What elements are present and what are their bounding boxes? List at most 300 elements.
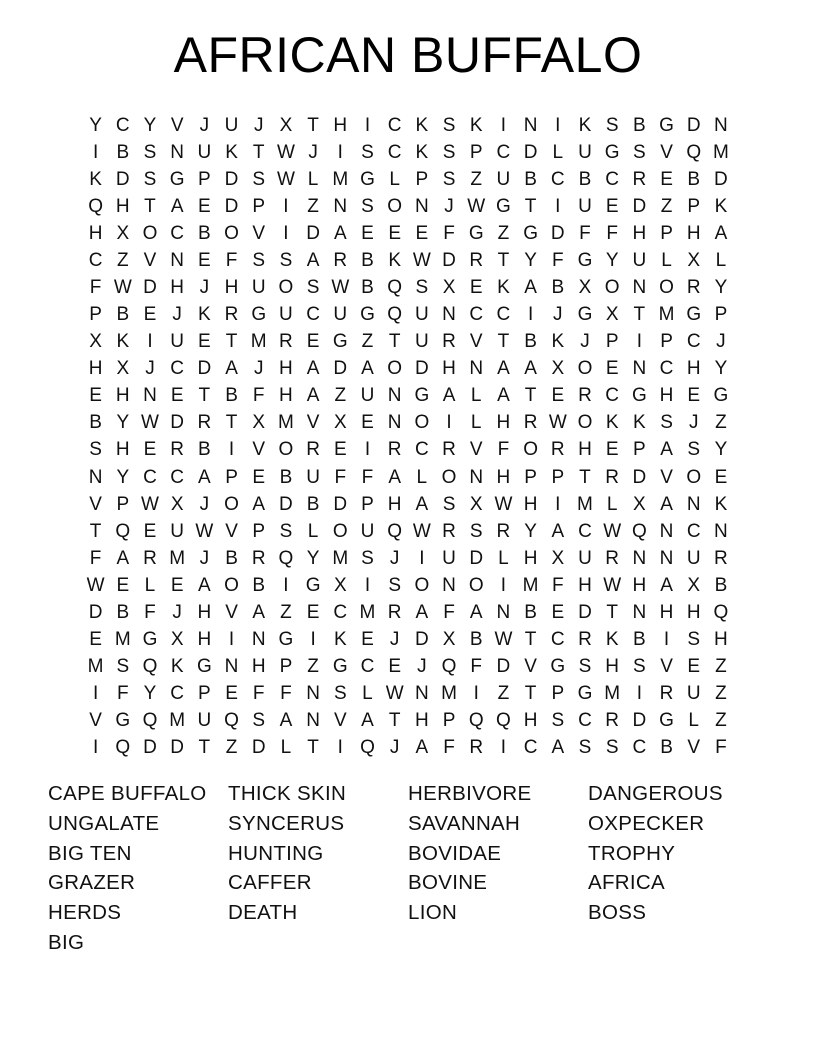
- grid-letter: E: [714, 466, 728, 488]
- grid-letter: Y: [714, 277, 728, 298]
- grid-letter: S: [388, 574, 401, 596]
- grid-letter: R: [306, 439, 320, 461]
- grid-letter: T: [524, 629, 537, 651]
- grid-letter: N: [414, 683, 429, 705]
- grid-letter: D: [578, 601, 592, 623]
- grid-letter: M: [604, 683, 621, 705]
- grid-letter: D: [88, 601, 103, 623]
- grid-letter: B: [225, 547, 238, 569]
- grid-letter: R: [469, 249, 484, 271]
- grid-letter: I: [364, 439, 371, 461]
- grid-letter: M: [169, 547, 186, 569]
- grid-letter: A: [306, 385, 320, 407]
- grid-letter: G: [169, 168, 185, 190]
- grid-letter: S: [687, 629, 701, 651]
- grid-letter: F: [470, 656, 483, 678]
- grid-letter: D: [550, 222, 565, 244]
- grid-letter: E: [687, 385, 701, 407]
- grid-letter: K: [415, 141, 429, 163]
- grid-letter: I: [555, 493, 561, 515]
- grid-letter: V: [660, 466, 673, 488]
- grid-letter: O: [387, 195, 403, 217]
- grid-letter: Y: [143, 683, 157, 705]
- grid-letter: A: [551, 520, 565, 542]
- grid-letter: N: [632, 277, 647, 298]
- grid-letter: O: [224, 493, 239, 515]
- grid-letter: S: [442, 114, 456, 136]
- grid-letter: S: [605, 114, 619, 136]
- word-list-item: HERDS: [48, 901, 122, 925]
- grid-letter: H: [632, 574, 647, 596]
- grid-letter: N: [306, 683, 320, 705]
- grid-letter: R: [442, 331, 456, 353]
- grid-letter: C: [333, 601, 348, 623]
- word-list: [48, 779, 768, 958]
- grid-letter: W: [276, 168, 295, 190]
- grid-letter: X: [578, 277, 592, 298]
- grid-letter: W: [331, 277, 350, 298]
- word-list-item: CAFFER: [228, 871, 312, 895]
- grid-letter: N: [523, 114, 538, 136]
- grid-letter: N: [88, 466, 103, 488]
- grid-letter: E: [361, 222, 374, 244]
- grid-letter: T: [388, 331, 401, 353]
- grid-letter: T: [524, 385, 537, 407]
- grid-letter: C: [578, 710, 592, 732]
- grid-letter: P: [687, 195, 701, 217]
- grid-letter: L: [661, 249, 672, 271]
- grid-letter: G: [305, 574, 321, 596]
- grid-letter: L: [307, 168, 319, 190]
- grid-letter: X: [633, 493, 646, 515]
- grid-letter: F: [89, 277, 102, 298]
- grid-letter: F: [225, 249, 238, 271]
- grid-letter: E: [660, 168, 673, 190]
- grid-letter: D: [224, 195, 239, 217]
- grid-letter: N: [469, 466, 484, 488]
- grid-letter: R: [605, 466, 620, 488]
- grid-letter: E: [143, 520, 157, 542]
- grid-letter: C: [414, 439, 429, 461]
- grid-letter: G: [142, 629, 158, 651]
- grid-letter: N: [224, 656, 239, 678]
- grid-letter: S: [306, 277, 320, 298]
- grid-letter: M: [169, 710, 186, 732]
- grid-letter: P: [89, 304, 102, 326]
- grid-letter: Y: [714, 358, 728, 380]
- word-list-item: AFRICA: [588, 871, 665, 895]
- grid-letter: F: [551, 574, 564, 596]
- grid-letter: L: [362, 683, 373, 705]
- grid-letter: H: [88, 358, 103, 380]
- word-list-item: CAPE BUFFALO: [48, 782, 207, 805]
- word-list-item: DANGEROUS: [588, 782, 723, 805]
- grid-letter: H: [170, 277, 185, 298]
- grid-letter: M: [277, 412, 294, 434]
- grid-letter: X: [89, 331, 102, 353]
- word-list-column: [48, 779, 228, 958]
- grid-letter: M: [250, 331, 267, 353]
- grid-letter: B: [252, 574, 266, 596]
- grid-letter: L: [416, 466, 428, 488]
- grid-letter: E: [198, 249, 211, 271]
- grid-letter: R: [686, 277, 701, 298]
- grid-letter: G: [278, 629, 294, 651]
- grid-letter: S: [660, 412, 673, 434]
- grid-letter: R: [224, 304, 239, 326]
- grid-letter: G: [414, 385, 430, 407]
- grid-letter: L: [307, 520, 319, 542]
- grid-letter: G: [251, 304, 267, 326]
- grid-letter: B: [279, 466, 293, 488]
- grid-letter: T: [198, 737, 211, 759]
- grid-letter: O: [468, 574, 484, 596]
- grid-letter: H: [686, 358, 701, 380]
- grid-letter: L: [552, 141, 564, 163]
- grid-letter: L: [715, 249, 727, 271]
- grid-letter: H: [686, 222, 701, 244]
- grid-letter: U: [442, 547, 456, 569]
- grid-letter: E: [605, 358, 619, 380]
- grid-letter: G: [332, 656, 348, 678]
- grid-letter: J: [389, 737, 400, 759]
- grid-letter: J: [444, 195, 454, 217]
- grid-letter: T: [198, 385, 211, 407]
- grid-letter: C: [550, 629, 565, 651]
- word-list-item: TROPHY: [588, 841, 676, 865]
- grid-letter: X: [442, 277, 456, 298]
- word-list-item: SYNCERUS: [228, 811, 345, 835]
- grid-letter: H: [578, 439, 592, 461]
- word-list-item: SAVANNAH: [408, 811, 521, 835]
- grid-letter: H: [387, 493, 402, 515]
- grid-letter: Q: [115, 520, 131, 542]
- grid-letter: G: [577, 304, 593, 326]
- grid-letter: Q: [496, 710, 511, 732]
- grid-letter: P: [660, 331, 673, 353]
- grid-letter: F: [443, 222, 455, 244]
- grid-letter: B: [469, 629, 483, 651]
- grid-letter: V: [225, 520, 238, 542]
- grid-letter: X: [687, 574, 701, 596]
- grid-letter: D: [632, 195, 647, 217]
- grid-letter: V: [660, 141, 673, 163]
- grid-letter: H: [279, 358, 293, 380]
- grid-letter: H: [523, 493, 538, 515]
- grid-letter: J: [389, 629, 400, 651]
- grid-letter: O: [577, 412, 593, 434]
- grid-letter: E: [333, 439, 347, 461]
- grid-letter: F: [89, 547, 102, 569]
- grid-letter: R: [550, 439, 565, 461]
- grid-letter: R: [496, 520, 511, 542]
- grid-letter: X: [605, 304, 619, 326]
- grid-letter: G: [468, 222, 484, 244]
- grid-letter: R: [605, 710, 620, 732]
- grid-letter: L: [470, 412, 482, 434]
- grid-letter: E: [388, 222, 401, 244]
- grid-letter: T: [225, 412, 238, 434]
- grid-letter: U: [333, 304, 348, 326]
- grid-letter: B: [116, 304, 130, 326]
- grid-letter: Z: [715, 710, 727, 732]
- grid-letter: B: [116, 601, 130, 623]
- grid-letter: U: [170, 331, 185, 353]
- word-list-column: [408, 779, 588, 958]
- grid-letter: F: [715, 737, 727, 759]
- grid-letter: D: [632, 710, 647, 732]
- grid-letter: E: [225, 683, 238, 705]
- grid-letter: E: [143, 439, 157, 461]
- grid-letter: I: [283, 195, 289, 217]
- grid-letter: B: [89, 412, 102, 434]
- grid-letter: W: [141, 493, 159, 515]
- grid-letter: I: [228, 439, 235, 461]
- grid-letter: V: [143, 249, 157, 271]
- grid-letter: U: [414, 331, 429, 353]
- grid-letter: P: [605, 331, 619, 353]
- grid-letter: U: [578, 547, 592, 569]
- grid-letter: H: [197, 601, 212, 623]
- grid-letter: A: [198, 466, 211, 488]
- word-list-item: LION: [408, 901, 458, 925]
- grid-letter: A: [388, 466, 401, 488]
- grid-letter: W: [494, 629, 513, 651]
- grid-letter: S: [333, 683, 347, 705]
- grid-letter: I: [473, 683, 479, 705]
- grid-letter: I: [419, 547, 425, 569]
- grid-letter: P: [551, 466, 565, 488]
- word-list-item: BOSS: [588, 901, 647, 925]
- grid-letter: F: [606, 222, 618, 244]
- grid-letter: I: [364, 114, 371, 136]
- grid-letter: R: [578, 385, 592, 407]
- grid-letter: E: [551, 385, 565, 407]
- grid-letter: C: [115, 114, 130, 136]
- grid-letter: C: [686, 331, 701, 353]
- grid-letter: L: [144, 574, 156, 596]
- grid-letter: E: [361, 412, 374, 434]
- grid-letter: R: [387, 439, 402, 461]
- grid-letter: M: [577, 493, 593, 515]
- grid-letter: Q: [468, 710, 484, 732]
- grid-letter: L: [389, 168, 400, 190]
- grid-letter: A: [116, 547, 130, 569]
- grid-letter: T: [307, 114, 319, 136]
- grid-letter: D: [414, 629, 429, 651]
- grid-letter: W: [548, 412, 567, 434]
- grid-letter: R: [632, 168, 647, 190]
- grid-letter: E: [415, 222, 429, 244]
- grid-letter: C: [387, 114, 402, 136]
- grid-letter: Z: [361, 331, 374, 353]
- grid-letter: A: [361, 358, 374, 380]
- grid-letter: F: [334, 466, 347, 488]
- grid-letter: S: [361, 195, 374, 217]
- grid-letter: N: [632, 601, 647, 623]
- word-list-item: BOVINE: [408, 871, 488, 895]
- grid-letter: A: [415, 737, 429, 759]
- grid-letter: Q: [88, 195, 103, 217]
- grid-letter: X: [252, 412, 266, 434]
- grid-letter: T: [225, 331, 238, 353]
- grid-letter: S: [551, 710, 565, 732]
- grid-letter: S: [442, 141, 456, 163]
- grid-letter: C: [88, 249, 103, 271]
- grid-letter: S: [116, 656, 130, 678]
- grid-letter: P: [714, 304, 728, 326]
- grid-letter: J: [580, 331, 590, 353]
- grid-letter: O: [686, 466, 702, 488]
- grid-letter: K: [333, 629, 347, 651]
- grid-letter: F: [280, 683, 292, 705]
- grid-letter: R: [143, 547, 157, 569]
- grid-letter: Z: [715, 656, 727, 678]
- grid-letter: X: [551, 547, 565, 569]
- grid-letter: X: [442, 629, 456, 651]
- grid-letter: Z: [307, 195, 319, 217]
- grid-letter: H: [523, 547, 538, 569]
- grid-letter: B: [714, 574, 728, 596]
- grid-letter: H: [714, 629, 728, 651]
- grid-letter: Q: [441, 656, 457, 678]
- word-list-item: HERBIVORE: [408, 782, 532, 805]
- grid-letter: D: [714, 168, 728, 190]
- grid-letter: Y: [116, 412, 130, 434]
- grid-letter: U: [224, 114, 239, 136]
- grid-letter: B: [551, 277, 565, 298]
- grid-letter: D: [251, 737, 266, 759]
- grid-letter: J: [199, 114, 210, 136]
- grid-letter: J: [553, 304, 563, 326]
- grid-letter: I: [337, 737, 343, 759]
- grid-letter: R: [659, 683, 674, 705]
- grid-letter: X: [551, 358, 565, 380]
- grid-letter: B: [524, 168, 537, 190]
- grid-letter: D: [224, 168, 239, 190]
- grid-letter: Z: [715, 683, 727, 705]
- grid-letter: V: [252, 439, 266, 461]
- grid-letter: E: [170, 574, 184, 596]
- grid-letter: S: [361, 141, 374, 163]
- grid-letter: F: [551, 249, 564, 271]
- grid-letter: H: [88, 222, 103, 244]
- grid-letter: M: [522, 574, 539, 596]
- grid-letter: D: [414, 358, 429, 380]
- grid-letter: M: [114, 629, 131, 651]
- grid-letter: H: [659, 601, 674, 623]
- grid-letter: D: [523, 141, 538, 163]
- grid-letter: D: [143, 277, 157, 298]
- grid-letter: D: [115, 168, 130, 190]
- grid-letter: R: [523, 412, 538, 434]
- grid-letter: E: [469, 277, 483, 298]
- grid-letter: M: [712, 141, 729, 163]
- grid-letter: P: [442, 710, 456, 732]
- grid-letter: N: [170, 249, 185, 271]
- grid-letter: V: [306, 412, 320, 434]
- grid-letter: W: [113, 277, 132, 298]
- grid-letter: A: [306, 249, 320, 271]
- grid-letter: O: [278, 277, 294, 298]
- grid-letter: I: [500, 574, 507, 596]
- grid-letter: N: [496, 601, 511, 623]
- grid-letter: D: [333, 493, 348, 515]
- grid-letter: S: [361, 547, 374, 569]
- grid-letter: E: [306, 331, 320, 353]
- grid-letter: K: [415, 114, 429, 136]
- grid-letter: T: [633, 304, 646, 326]
- grid-letter: Q: [224, 710, 239, 732]
- grid-letter: N: [387, 385, 402, 407]
- grid-letter: I: [283, 222, 289, 244]
- grid-letter: B: [633, 114, 646, 136]
- grid-letter: K: [116, 331, 130, 353]
- grid-letter: C: [360, 656, 375, 678]
- grid-letter: B: [524, 331, 537, 353]
- grid-letter: E: [170, 385, 184, 407]
- grid-letter: J: [253, 358, 264, 380]
- grid-letter: Z: [497, 222, 510, 244]
- grid-letter: C: [170, 683, 185, 705]
- grid-letter: E: [89, 629, 102, 651]
- grid-letter: N: [414, 195, 429, 217]
- grid-letter: A: [279, 710, 293, 732]
- grid-letter: D: [469, 547, 484, 569]
- grid-letter: K: [198, 304, 211, 326]
- grid-letter: U: [197, 710, 212, 732]
- grid-letter: N: [251, 629, 266, 651]
- grid-letter: Y: [89, 114, 102, 136]
- grid-letter: T: [497, 331, 510, 353]
- grid-letter: C: [170, 222, 185, 244]
- grid-letter: T: [606, 601, 618, 623]
- grid-letter: Q: [387, 304, 403, 326]
- grid-letter: E: [388, 656, 401, 678]
- grid-letter: V: [469, 439, 483, 461]
- grid-letter: J: [145, 358, 155, 380]
- grid-letter: I: [446, 412, 452, 434]
- grid-letter: B: [361, 249, 374, 271]
- grid-letter: K: [714, 493, 728, 515]
- grid-letter: H: [333, 114, 348, 136]
- grid-letter: S: [252, 168, 266, 190]
- grid-letter: B: [687, 168, 701, 190]
- grid-letter: S: [605, 737, 619, 759]
- grid-letter: R: [387, 601, 402, 623]
- grid-letter: O: [414, 412, 430, 434]
- grid-letter: B: [306, 493, 320, 515]
- grid-letter: A: [660, 493, 673, 515]
- word-list-item: BIG TEN: [48, 841, 132, 865]
- grid-letter: E: [143, 304, 157, 326]
- grid-letter: W: [195, 520, 214, 542]
- grid-letter: E: [306, 601, 320, 623]
- grid-letter: Q: [115, 737, 131, 759]
- grid-letter: P: [660, 222, 673, 244]
- grid-letter: H: [115, 195, 130, 217]
- grid-letter: H: [251, 656, 266, 678]
- grid-letter: N: [442, 304, 456, 326]
- grid-letter: R: [605, 547, 620, 569]
- grid-letter: M: [87, 656, 104, 678]
- grid-letter: A: [714, 222, 728, 244]
- grid-letter: B: [198, 439, 211, 461]
- grid-letter: T: [89, 520, 102, 542]
- grid-letter: J: [308, 141, 318, 163]
- grid-letter: K: [89, 168, 102, 190]
- grid-letter: A: [660, 439, 673, 461]
